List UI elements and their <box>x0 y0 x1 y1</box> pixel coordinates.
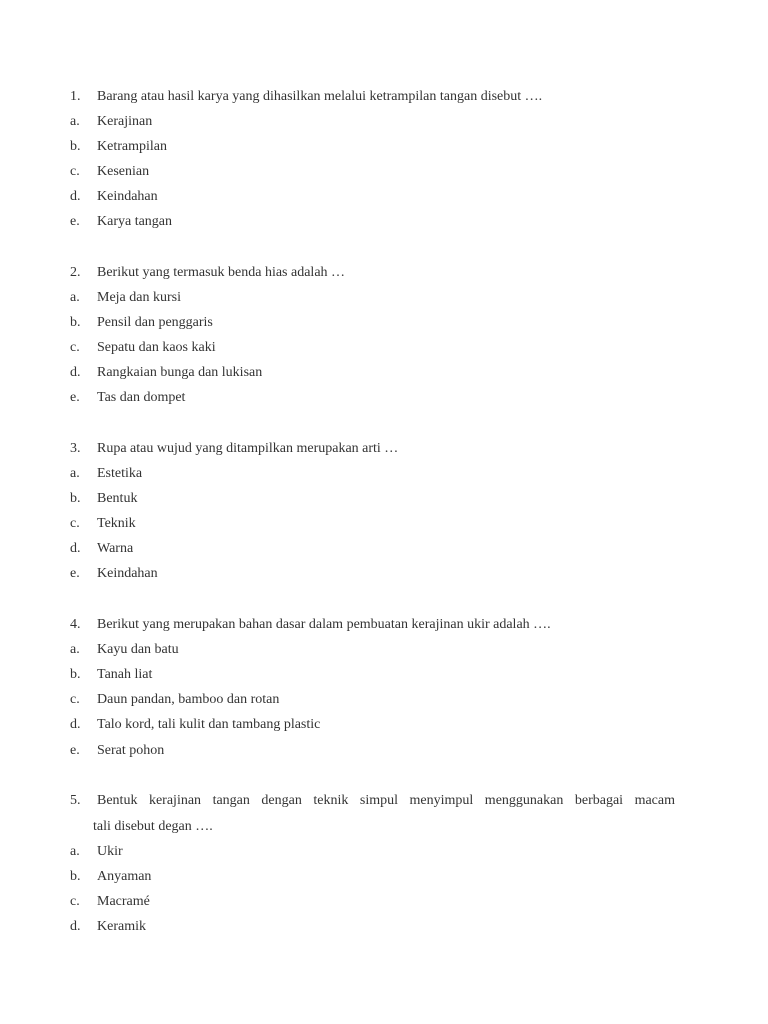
option-letter: b. <box>70 667 81 682</box>
option-letter: e. <box>70 390 80 405</box>
option-letter: e. <box>70 743 80 758</box>
option-letter: a. <box>70 844 80 859</box>
option-letter: a. <box>70 642 80 657</box>
option-text: Ketrampilan <box>97 139 167 154</box>
question-number: 2. <box>70 265 81 280</box>
option-text: Keindahan <box>97 566 158 581</box>
option-text: Teknik <box>97 516 136 531</box>
option-text: Kayu dan batu <box>97 642 179 657</box>
option-text: Serat pohon <box>97 743 165 758</box>
option-letter: b. <box>70 315 81 330</box>
option-text: Macramé <box>97 894 150 909</box>
option-letter: d. <box>70 919 81 934</box>
question-text-line-1: Bentuk kerajinan tangan dengan teknik simpul menyimpul menggunakan berbagai macam <box>97 793 675 808</box>
question-number: 4. <box>70 617 81 632</box>
option-text: Keindahan <box>97 189 158 204</box>
question-number: 1. <box>70 89 81 104</box>
option-letter: b. <box>70 491 81 506</box>
option-text: Talo kord, tali kulit dan tambang plastic <box>97 717 321 732</box>
option-letter: d. <box>70 717 81 732</box>
option-letter: c. <box>70 692 80 707</box>
option-letter: c. <box>70 894 80 909</box>
option-letter: d. <box>70 541 81 556</box>
option-text: Warna <box>97 541 134 556</box>
option-text: Daun pandan, bamboo dan rotan <box>97 692 280 707</box>
option-letter: d. <box>70 189 81 204</box>
option-text: Keramik <box>97 919 146 934</box>
option-letter: e. <box>70 214 80 229</box>
question-text: Berikut yang termasuk benda hias adalah … <box>97 265 346 280</box>
question-text: Berikut yang merupakan bahan dasar dalam pembuatan kerajinan ukir adalah …. <box>97 617 551 632</box>
option-letter: b. <box>70 869 81 884</box>
question-5 <box>70 791 675 811</box>
option-text: Karya tangan <box>97 214 173 229</box>
question-number: 3. <box>70 441 81 456</box>
option-text: Estetika <box>97 466 143 481</box>
question-text: Rupa atau wujud yang ditampilkan merupakan arti … <box>97 441 399 456</box>
question-text-line-2: tali disebut degan …. <box>93 819 213 834</box>
option-letter: c. <box>70 340 80 355</box>
option-letter: c. <box>70 164 80 179</box>
option-letter: c. <box>70 516 80 531</box>
option-letter: e. <box>70 566 80 581</box>
option-letter: a. <box>70 466 80 481</box>
option-letter: b. <box>70 139 81 154</box>
option-letter: d. <box>70 365 81 380</box>
option-text: Kerajinan <box>97 114 153 129</box>
option-text: Bentuk <box>97 491 138 506</box>
option-letter: a. <box>70 290 80 305</box>
option-letter: a. <box>70 114 80 129</box>
option-text: Meja dan kursi <box>97 290 181 305</box>
option-text: Tas dan dompet <box>97 390 186 405</box>
option-text: Anyaman <box>97 869 152 884</box>
option-text: Ukir <box>97 844 123 859</box>
option-text: Pensil dan penggaris <box>97 315 213 330</box>
question-number: 5. <box>70 793 81 808</box>
option-text: Tanah liat <box>97 667 153 682</box>
question-text: Barang atau hasil karya yang dihasilkan melalui ketrampilan tangan disebut …. <box>97 89 543 104</box>
option-text: Kesenian <box>97 164 150 179</box>
option-text: Rangkaian bunga dan lukisan <box>97 365 263 380</box>
option-text: Sepatu dan kaos kaki <box>97 340 216 355</box>
